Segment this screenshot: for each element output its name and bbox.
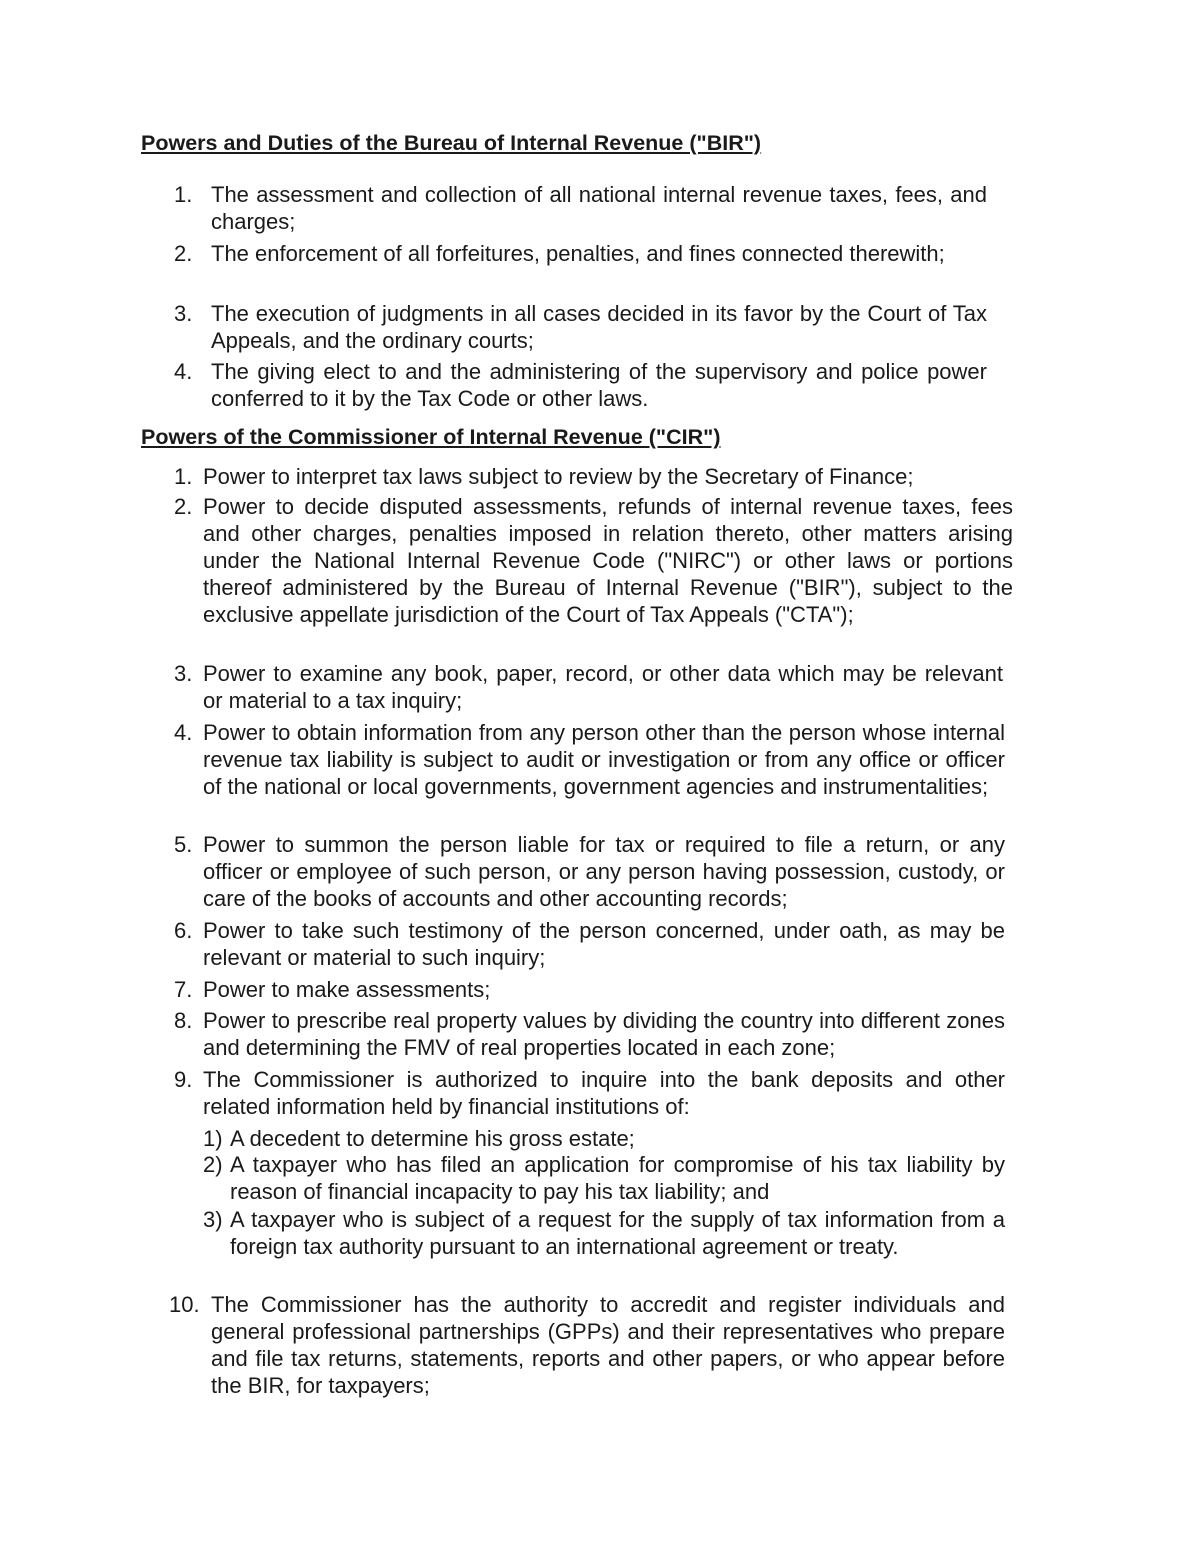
list-item-number: 1.: [174, 464, 193, 489]
list-item-number: 9.: [174, 1067, 193, 1092]
list-item-text: Power to examine any book, paper, record, or other data which may be relevant or material to a tax inquiry;: [203, 661, 1003, 713]
list-item-number: 2.: [174, 494, 193, 519]
list-item-number: 3.: [174, 301, 193, 326]
list-item-text: Power to interpret tax laws subject to review by the Secretary of Finance;: [203, 464, 914, 489]
sub-list-item-text: A taxpayer who is subject of a request for the supply of tax information from a foreign tax authority pursuant to an international agreement or treaty.: [230, 1207, 1005, 1259]
list-item-text: The Commissioner is authorized to inquire into the bank deposits and other related information held by financial institutions of:: [203, 1067, 1005, 1119]
list-item-text: Power to obtain information from any person other than the person whose internal revenue tax liability is subject to audit or investigation or from any office or officer of the national or local governments, government agencies and instrumentalities;: [203, 720, 1005, 799]
list-item-number: 8.: [174, 1008, 193, 1033]
list-item-number: 6.: [174, 918, 193, 943]
sub-list-item-number: 2): [203, 1152, 223, 1177]
list-item-number: 4.: [174, 359, 193, 384]
list-item-text: Power to decide disputed assessments, refunds of internal revenue taxes, fees and other charges, penalties imposed in relation thereto, other matters arising under the National Internal Revenue Code ("NIRC") or other laws or portions thereof administered by the Bureau of Internal Revenue ("BIR"), subject to the exclusive appellate jurisdiction of the Court of Tax Appeals ("CTA");: [203, 494, 1013, 627]
list-item-text: Power to make assessments;: [203, 977, 491, 1002]
sub-list-item-text: A decedent to determine his gross estate;: [230, 1126, 635, 1151]
list-item-text: Power to prescribe real property values by dividing the country into different zones and determining the FMV of real properties located in each zone;: [203, 1008, 1005, 1060]
list-item-text: The enforcement of all forfeitures, penalties, and fines connected therewith;: [211, 241, 945, 266]
list-item-number: 1.: [174, 182, 193, 207]
list-item-text: Power to summon the person liable for tax or required to file a return, or any officer or employee of such person, or any person having possession, custody, or care of the books of accounts and other accounting records;: [203, 832, 1005, 911]
list-item-text: The assessment and collection of all national internal revenue taxes, fees, and charges;: [211, 182, 987, 234]
cir-section-heading: Powers of the Commissioner of Internal Revenue ("CIR"): [141, 425, 721, 449]
sub-list-item-text: A taxpayer who has filed an application for compromise of his tax liability by reason of financial incapacity to pay his tax liability; and: [230, 1152, 1005, 1204]
list-item-text: The giving elect to and the administering of the supervisory and police power conferred to it by the Tax Code or other laws.: [211, 359, 987, 411]
list-item-number: 5.: [174, 832, 193, 857]
sub-list-item-number: 1): [203, 1126, 223, 1151]
list-item-number: 7.: [174, 977, 193, 1002]
list-item-text: Power to take such testimony of the person concerned, under oath, as may be relevant or material to such inquiry;: [203, 918, 1005, 970]
list-item-text: The Commissioner has the authority to accredit and register individuals and general professional partnerships (GPPs) and their representatives who prepare and file tax returns, statements, reports and other papers, or who appear before the BIR, for taxpayers;: [211, 1292, 1005, 1398]
list-item-number: 4.: [174, 720, 193, 745]
list-item-number: 2.: [174, 241, 193, 266]
list-item-text: The execution of judgments in all cases decided in its favor by the Court of Tax Appeals, and the ordinary courts;: [211, 301, 987, 353]
bir-section-heading: Powers and Duties of the Bureau of Internal Revenue ("BIR"): [141, 131, 762, 155]
sub-list-item-number: 3): [203, 1207, 223, 1232]
list-item-number: 10.: [169, 1292, 200, 1317]
list-item-number: 3.: [174, 661, 193, 686]
